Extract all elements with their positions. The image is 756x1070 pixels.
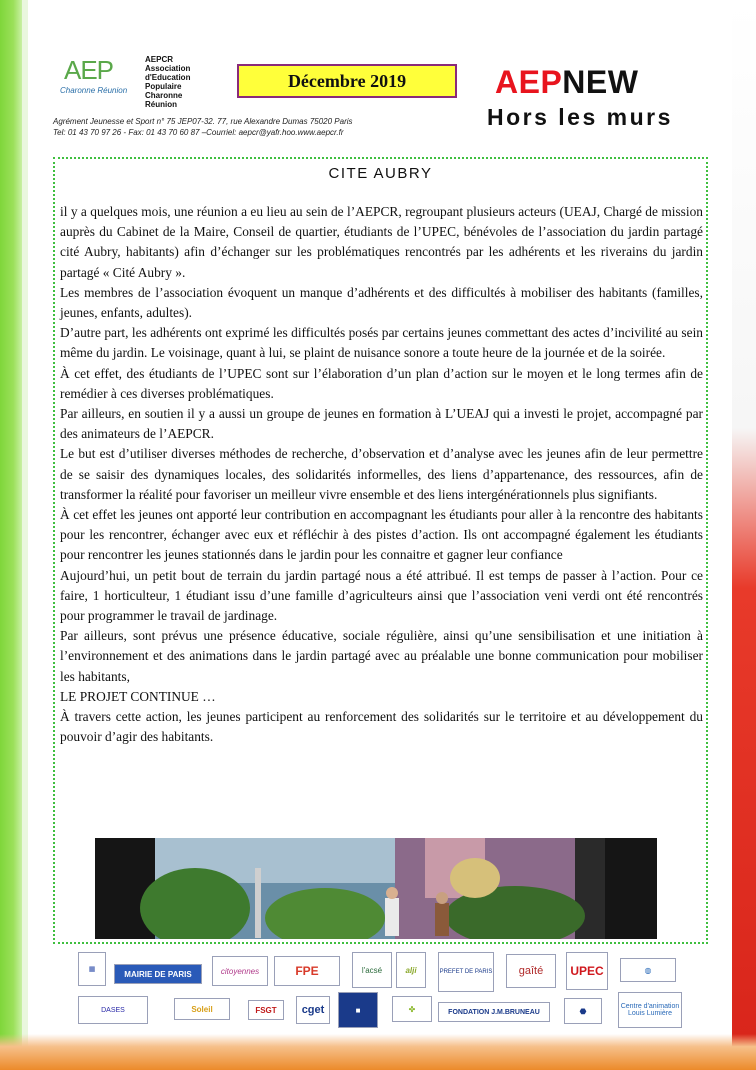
partner-logo: FPE	[274, 956, 340, 986]
partner-logo: UPEC	[566, 952, 608, 990]
logo-text: AEP	[64, 55, 114, 85]
article-paragraph: Les membres de l’association évoquent un manque d’adhérents et des difficultés à mobiliser des habitants (familles, jeunes, enfants, adultes).	[60, 284, 703, 321]
garden-photo-image	[95, 838, 657, 939]
article-paragraph: À travers cette action, les jeunes participent au renforcement des solidarités sur le territoire et au développement du pouvoir d’agir des habitants.	[60, 709, 703, 745]
aepcr-logo	[58, 55, 130, 95]
title-red-part: AEP	[495, 64, 563, 100]
article-paragraph: D’autre part, les adhérents ont exprimé les difficultés posés par certains jeunes commettant des actes d’incivilité au sein même du jardin. Le voisinage, quant à lui, se plaint de nuisance sonore a toute heure de la journée et de la soirée.	[60, 325, 703, 361]
partner-logo-square: ■	[338, 992, 378, 1028]
issue-date: Décembre 2019	[237, 64, 457, 98]
org-line: d'Education	[145, 73, 191, 82]
partner-logo-small: ▦	[78, 952, 106, 986]
title-black-part: NEW	[562, 64, 639, 100]
article-box	[53, 157, 708, 944]
logo-subtitle: Charonne Réunion	[60, 86, 128, 95]
partner-logo: l'acsé	[352, 952, 392, 988]
partner-logo: gaîté	[506, 954, 556, 988]
partner-logo: PREFET DE PARIS	[438, 952, 494, 992]
contact-line-2: Tel: 01 43 70 97 26 - Fax: 01 43 70 60 87 –Courriel: aepcr@yafr.hoo.www.aepcr.fr	[53, 128, 344, 137]
article-paragraph: LE PROJET CONTINUE …	[60, 688, 216, 704]
partner-logo: citoyennes	[212, 956, 268, 986]
left-border-light	[22, 0, 28, 1070]
article-paragraph: Par ailleurs, sont prévus une présence éducative, sociale régulière, ainsi qu’une sensibilisation et une initiation à l’environnement et des animations dans le jardin partagé avec au préalable une bonne communication pour mobiliser les habitants,	[60, 628, 703, 684]
partner-logo: MAIRIE DE PARIS	[114, 964, 202, 984]
garden-photo	[95, 838, 657, 939]
article-paragraph: À cet effet, des étudiants de l’UPEC sont sur l’élaboration d’un plan d’action sur le moyen et le long termes afin de remédier à ces diverses problématiques.	[60, 365, 703, 401]
article-heading: CITE AUBRY	[328, 165, 433, 182]
org-line: Populaire	[145, 82, 182, 91]
organization-name	[145, 55, 190, 109]
partner-logo: alji	[396, 952, 426, 988]
right-border-red	[732, 0, 756, 1070]
org-line: Association	[145, 64, 191, 73]
partner-logo-leaf: ✤	[392, 996, 432, 1022]
partner-logo-circle: ◍	[620, 958, 676, 982]
article-paragraph: Le but est d’utiliser diverses méthodes de recherche, d’observation et d’analyse avec les jeunes afin de leur permettre de se saisir des dynamiques locales, des solidarités informelles, des liens d’appartenance, des ressources, afin de transformer la réalité pour favoriser un meilleur vivre ensemble et des liens intergénérationnels plus signifiants.	[60, 446, 703, 502]
org-line: Charonne	[145, 91, 183, 100]
partner-logo: Soleil	[174, 998, 230, 1020]
article-body	[60, 202, 703, 747]
partner-logo: DASES	[78, 996, 148, 1024]
bottom-border-orange	[0, 1034, 756, 1070]
left-border-green	[0, 0, 22, 1070]
newsletter-subtitle: Hors les murs	[487, 104, 673, 130]
newsletter-title	[495, 64, 638, 101]
partner-logo: Centre d'animation Louis Lumière	[618, 992, 682, 1028]
org-line: AEPCR	[145, 55, 174, 64]
contact-line-1: Agrément Jeunesse et Sport n° 75 JEP07-32. 77, rue Alexandre Dumas 75020 Paris	[53, 117, 353, 126]
partner-logo-shield: ⬣	[564, 998, 602, 1024]
article-paragraph: Par ailleurs, en soutien il y a aussi un groupe de jeunes en formation à L’UEAJ qui a investi le projet, accompagné par des animateurs de l’AEPCR.	[60, 406, 703, 442]
partner-logo: FSGT	[248, 1000, 284, 1020]
article-paragraph: il y a quelques mois, une réunion a eu lieu au sein de l’AEPCR, regroupant plusieurs acteurs (UEAJ, Chargé de mission auprès du Cabinet de la Maire, Conseil de quartier, étudiants de l’UPEC, bénévoles de l’association du jardin partagé cité Aubry, habitants) afin d’échanger sur les problématiques rencontrés par les adhérents et les riverains du jardin partagé « Cité Aubry ».	[60, 204, 703, 280]
article-paragraph: À cet effet les jeunes ont apporté leur contribution en accompagnant les étudiants pour aller à la rencontre des habitants pour les rencontrer, échanger avec eux et réfléchir à des pistes d’action. Ils ont accompagné également les étudiants pour rencontrer les jeunes stationnés dans le jardin pour les connaitre et gagner leur confiance	[60, 507, 703, 563]
article-paragraph: Aujourd’hui, un petit bout de terrain du jardin partagé nous a été attribué. Il est temps de passer à l’action. Pour ce faire, 1 horticulteur, 1 étudiant issu d’une famille d’agriculteurs ainsi que l’association veni verdi ont été rencontrés pour programmer le travail de jardinage.	[60, 567, 703, 624]
partner-logo: FONDATION J.M.BRUNEAU	[438, 1002, 550, 1022]
partner-logo: cget	[296, 996, 330, 1024]
partner-logos	[78, 950, 678, 1030]
org-line: Réunion	[145, 100, 177, 109]
